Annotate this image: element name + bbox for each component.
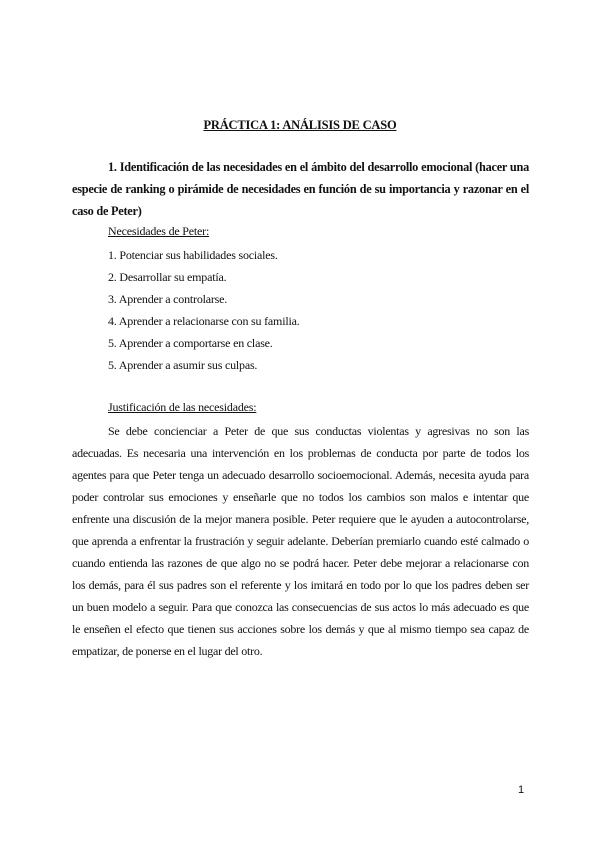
list-item: 3. Aprender a controlarse. [108, 292, 228, 306]
page-title: PRÁCTICA 1: ANÁLISIS DE CASO [203, 118, 397, 132]
list-item: 4. Aprender a relacionarse con su familia. [108, 314, 300, 328]
list-item: 5. Aprender a comportarse en clase. [108, 336, 273, 350]
justification-paragraph: Se debe concienciar a Peter de que sus conductas violentas y agresivas no son las adecuadas. Es necesaria una intervención en los problemas de conducta por parte de todos los agentes para que Peter tenga un adecuado desarrollo socioemocional. Además, necesita ayuda para poder controlar sus emociones y enseñarle que no todos los cambios son malos e intentar que enfrente una discusión de la mejor manera posible. Peter requiere que le ayuden a autocontrolarse, que aprenda a enfrentar la frustración y seguir adelante. Deberían premiarlo cuando esté calmado o cuando entienda las razones de que algo no se podrá hacer. Peter debe mejorar a relacionarse con los demás, para él sus padres son el referente y los imitará en todo por lo que los padres deben ser un buen modelo a seguir. Para que conozca las consecuencias de sus actos lo más adecuado es que le enseñen el efecto que tienen sus acciones sobre los demás y que al mismo tiempo sea capaz de empatizar, de ponerse en el lugar del otro. [72, 424, 529, 658]
list-item: 5. Aprender a asumir sus culpas. [108, 358, 258, 372]
section-heading: 1. Identificación de las necesidades en el ámbito del desarrollo emocional (hacer una especie de ranking o pirámide de necesidades en función de su importancia y razonar en el caso de Peter) [72, 160, 529, 218]
justification-subheading: Justificación de las necesidades: [108, 400, 257, 414]
needs-list [108, 244, 300, 376]
page-number: 1 [518, 784, 525, 796]
needs-subheading: Necesidades de Peter: [108, 224, 210, 238]
list-item: 2. Desarrollar su empatía. [108, 270, 227, 284]
list-item: 1. Potenciar sus habilidades sociales. [108, 248, 278, 262]
